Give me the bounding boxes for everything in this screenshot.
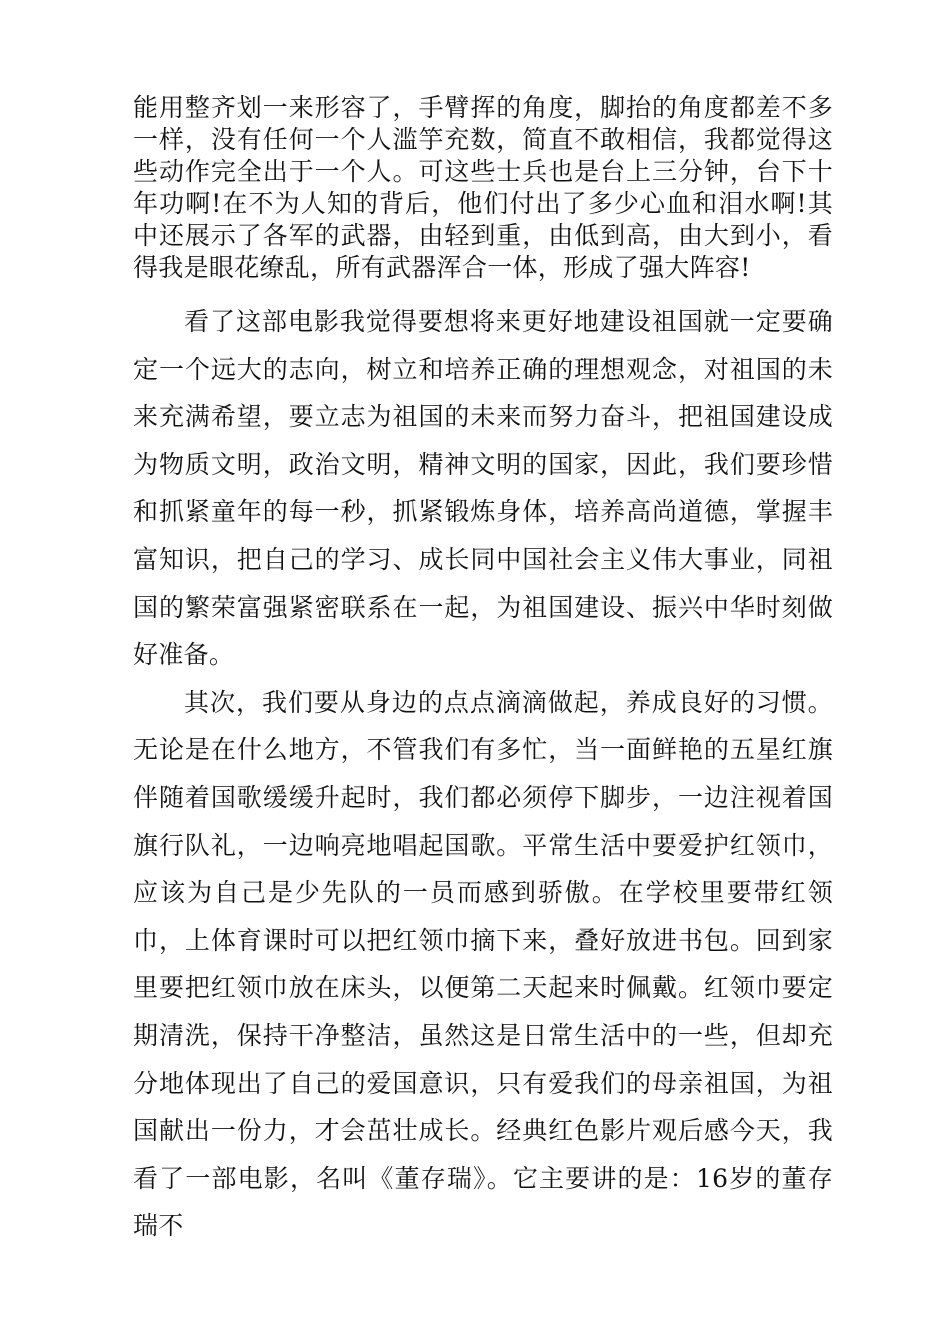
paragraph-3: 其次，我们要从身边的点点滴滴做起，养成良好的习惯。无论是在什么地方，不管我们有多忙，当一面鲜艳的五星红旗伴随着国歌缓缓升起时，我们都必须停下脚步，一边注视着国旗行队礼，一边响亮地唱起国歌。平常生活中要爱护红领巾，应该为自己是少先队的一员而感到骄傲。在学校里要带红领巾，上体育课时可以把红领巾摘下来，叠好放进书包。回到家里要把红领巾放在床头，以便第二天起来时佩戴。红领巾要定期清洗，保持干净整洁，虽然这是日常生活中的一些，但却充分地体现出了自己的爱国意识，只有爱我们的母亲祖国，为祖国献出一份力，才会茁壮成长。经典红色影片观后感今天，我看了一部电影，名叫《董存瑞》。它主要讲的是：16岁的董存瑞不 xyxy=(133,687,833,1241)
document-body xyxy=(133,92,833,1250)
paragraph-1: 能用整齐划一来形容了，手臂挥的角度，脚抬的角度都差不多一样，没有任何一个人滥竽充数，简直不敢相信，我都觉得这些动作完全出于一个人。可这些士兵也是台上三分钟，台下十年功啊!在不为人知的背后，他们付出了多少心血和泪水啊!其中还展示了各军的武器，由轻到重，由低到高，由大到小，看得我是眼花缭乱，所有武器浑合一体，形成了强大阵容! xyxy=(133,93,833,282)
paragraph-2: 看了这部电影我觉得要想将来更好地建设祖国就一定要确定一个远大的志向，树立和培养正确的理想观念，对祖国的未来充满希望，要立志为祖国的未来而努力奋斗，把祖国建设成为物质文明，政治文明，精神文明的国家，因此，我们要珍惜和抓紧童年的每一秒，抓紧锻炼身体，培养高尚道德，掌握丰富知识，把自己的学习、成长同中国社会主义伟大事业，同祖国的繁荣富强紧密联系在一起，为祖国建设、振兴中华时刻做好准备。 xyxy=(133,307,833,670)
